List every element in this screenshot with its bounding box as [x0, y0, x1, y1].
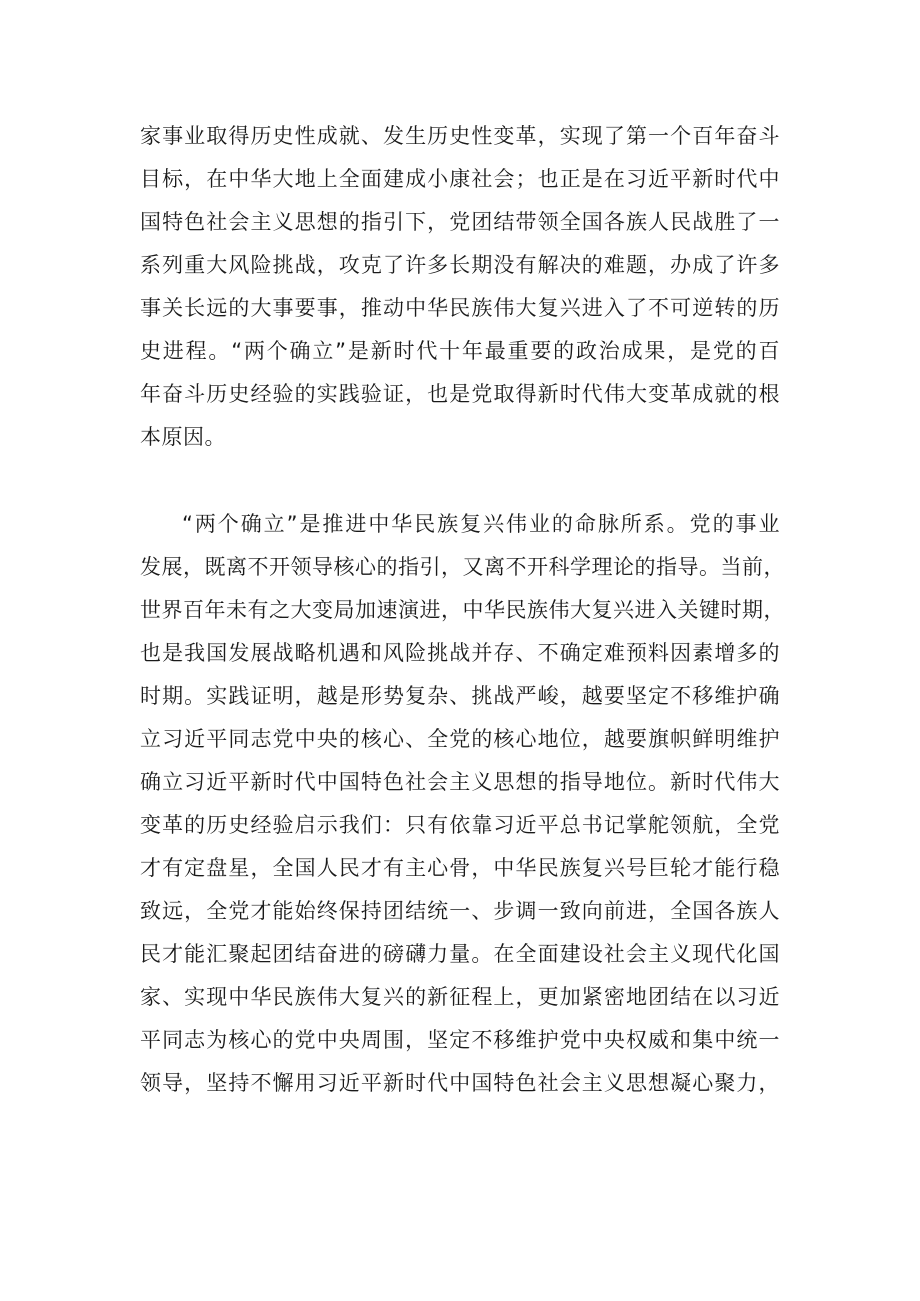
text-line: 目标，在中华大地上全面建成小康社会；也正是在习近平新时代中 [140, 167, 780, 191]
text-line: 世界百年未有之大变局加速演进，中华民族伟大复兴进入关键时期， [140, 598, 785, 622]
text-line: 家、实现中华民族伟大复兴的新征程上，更加紧密地团结在以习近 [140, 985, 780, 1009]
text-line: 也是我国发展战略机遇和风险挑战并存、不确定难预料因素增多的 [140, 641, 780, 665]
text-line: 发展，既离不开领导核心的指引，又离不开科学理论的指导。当前， [140, 555, 785, 579]
text-line: 史进程。“两个确立”是新时代十年最重要的政治成果，是党的百 [140, 339, 780, 363]
text-line: 事关长远的大事要事，推动中华民族伟大复兴进入了不可逆转的历 [140, 296, 780, 320]
text-line: 立习近平同志党中央的核心、全党的核心地位，越要旗帜鲜明维护 [140, 727, 780, 751]
text-line: 年奋斗历史经验的实践验证，也是党取得新时代伟大变革成就的根 [140, 382, 780, 406]
text-line: 才有定盘星，全国人民才有主心骨，中华民族复兴号巨轮才能行稳 [140, 856, 780, 880]
text-line: 国特色社会主义思想的指引下，党团结带领全国各族人民战胜了一 [140, 210, 780, 234]
text-line: “两个确立”是推进中华民族复兴伟业的命脉所系。党的事业 [182, 512, 780, 536]
text-line: 确立习近平新时代中国特色社会主义思想的指导地位。新时代伟大 [140, 770, 780, 794]
text-line: 系列重大风险挑战，攻克了许多长期没有解决的难题，办成了许多 [140, 253, 780, 277]
text-line: 家事业取得历史性成就、发生历史性变革，实现了第一个百年奋斗 [140, 124, 780, 148]
text-line: 时期。实践证明，越是形势复杂、挑战严峻，越要坚定不移维护确 [140, 684, 780, 708]
text-line: 平同志为核心的党中央周围，坚定不移维护党中央权威和集中统一 [140, 1028, 780, 1052]
text-line: 本原因。 [140, 425, 226, 449]
text-line: 民才能汇聚起团结奋进的磅礴力量。在全面建设社会主义现代化国 [140, 942, 780, 966]
text-line: 领导，坚持不懈用习近平新时代中国特色社会主义思想凝心聚力， [140, 1071, 780, 1095]
text-line: 变革的历史经验启示我们：只有依靠习近平总书记掌舵领航，全党 [140, 813, 780, 837]
text-line: 致远，全党才能始终保持团结统一、步调一致向前进，全国各族人 [140, 899, 780, 923]
